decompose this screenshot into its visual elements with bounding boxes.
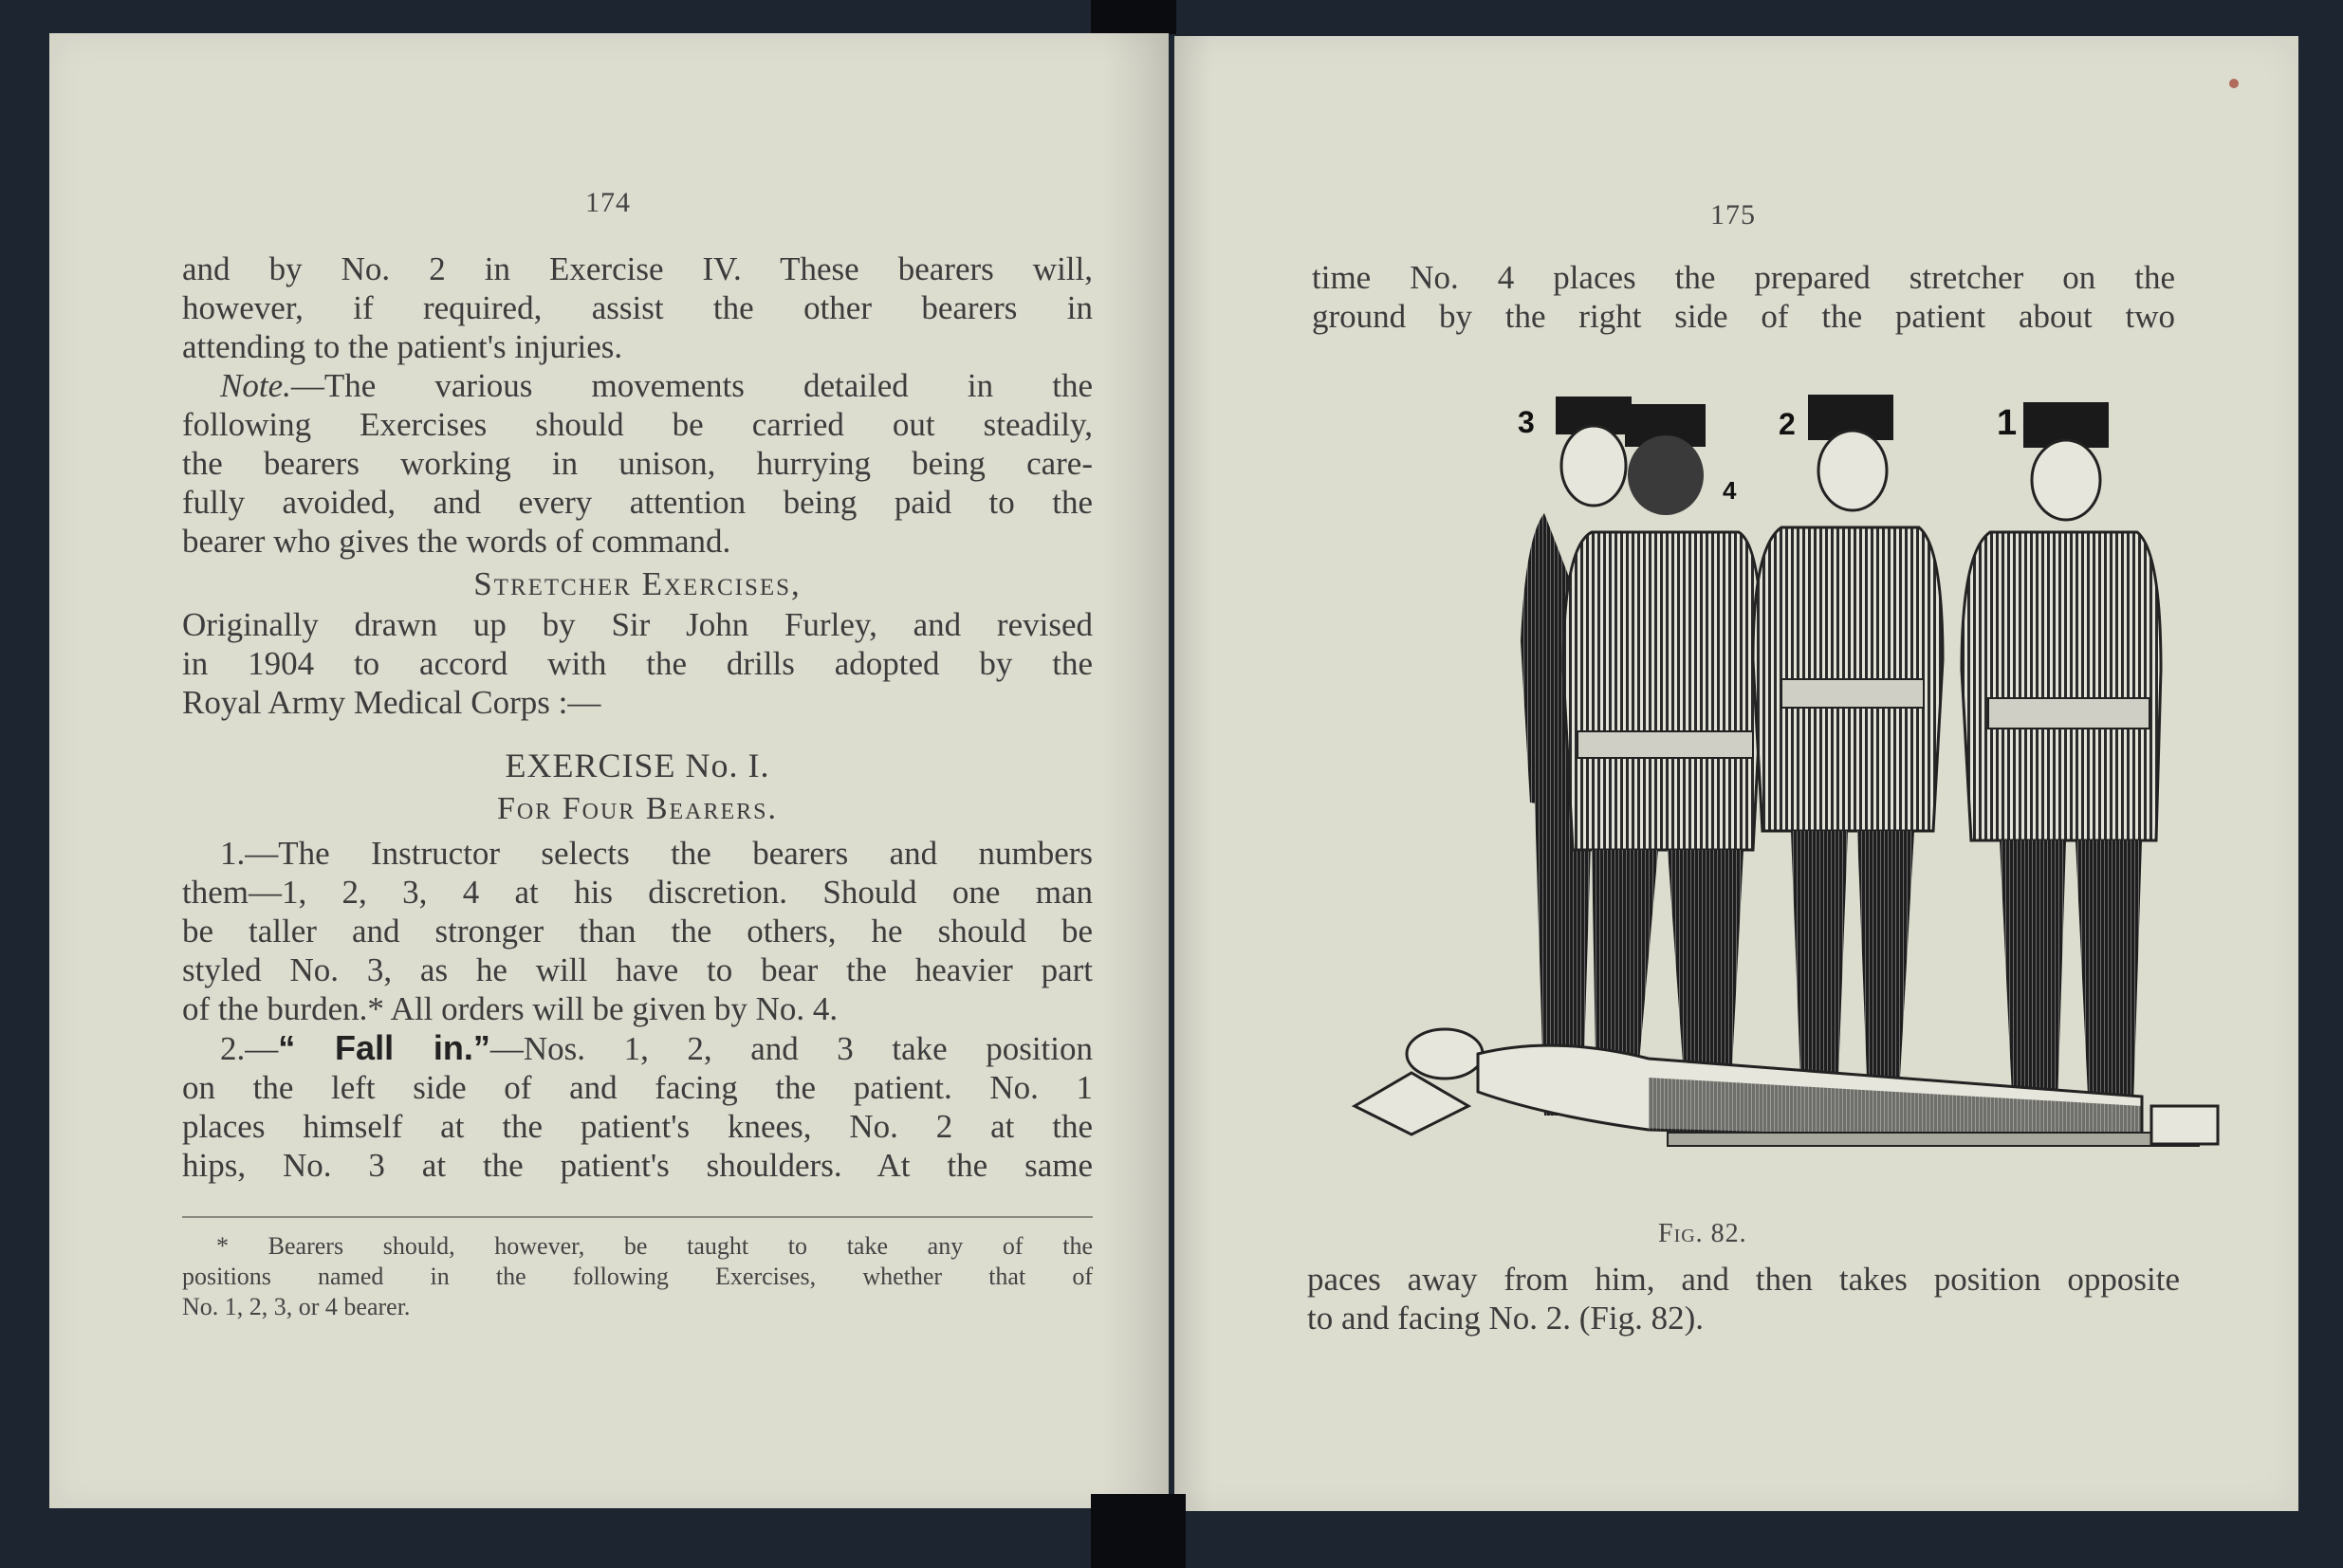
para2-prefix: 2.— bbox=[220, 1030, 279, 1067]
footnote-line: * Bearers should, however, be taught to take any of the bbox=[216, 1232, 1093, 1260]
text-line: the bearers working in unison, hurrying being care- bbox=[182, 445, 1093, 482]
gutter-shadow bbox=[1174, 36, 1212, 1511]
text-line: 1.—The Instructor selects the bearers and numbers bbox=[220, 835, 1093, 872]
text-line: in 1904 to accord with the drills adopted by the bbox=[182, 645, 1093, 682]
bearer-4 bbox=[1563, 404, 1762, 1120]
left-page bbox=[49, 33, 1169, 1508]
figure-caption: Fig. 82. bbox=[1658, 1219, 1747, 1248]
spine-top bbox=[1091, 0, 1176, 34]
bearer-1 bbox=[1962, 402, 2161, 1134]
text-line: Royal Army Medical Corps :— bbox=[182, 684, 601, 721]
bearers-illustration bbox=[1307, 357, 2343, 1258]
figure-label: 3 bbox=[1518, 405, 1535, 439]
footnote-line: No. 1, 2, 3, or 4 bearer. bbox=[182, 1293, 411, 1320]
para2-first-line bbox=[182, 1028, 1093, 1068]
spine-bottom bbox=[1091, 1494, 1186, 1568]
page-number: 175 bbox=[1710, 199, 1756, 231]
text-line: hips, No. 3 at the patient's shoulders. At the same bbox=[182, 1147, 1093, 1184]
text-line: styled No. 3, as he will have to bear the heavier part bbox=[182, 951, 1093, 988]
page-number: 174 bbox=[585, 187, 631, 218]
text-line: them—1, 2, 3, 4 at his discretion. Should one man bbox=[182, 874, 1093, 911]
footnote-rule bbox=[182, 1216, 1093, 1218]
note-line bbox=[182, 366, 1093, 405]
figure-label: 1 bbox=[1997, 403, 2018, 443]
left-text-block bbox=[182, 249, 1093, 1185]
footnote bbox=[182, 1231, 1093, 1322]
note-label: Note. bbox=[220, 367, 291, 404]
note-text: —The various movements detailed in the bbox=[290, 367, 1093, 404]
text-line: and by No. 2 in Exercise IV. These bearers will, bbox=[182, 250, 1093, 287]
text-line: bearer who gives the words of command. bbox=[182, 523, 731, 560]
text-line: be taller and stronger than the others, he should be bbox=[182, 913, 1093, 950]
text-line: time No. 4 places the prepared stretcher on the bbox=[1312, 259, 2175, 296]
text-line: Originally drawn up by Sir John Furley, and revised bbox=[182, 606, 1093, 643]
para2-first-rest: —Nos. 1, 2, and 3 take position bbox=[489, 1030, 1093, 1067]
exercise-heading: EXERCISE No. I. bbox=[505, 747, 770, 784]
text-line: of the burden.* All orders will be given by No. 4. bbox=[182, 990, 839, 1027]
figure-label: 4 bbox=[1723, 476, 1737, 505]
gutter-shadow bbox=[1102, 33, 1169, 1508]
right-page bbox=[1174, 36, 2298, 1511]
right-bottom-text bbox=[1307, 1260, 2180, 1337]
text-line: however, if required, assist the other bearers in bbox=[182, 289, 1093, 326]
figure-label: 2 bbox=[1779, 407, 1796, 441]
footnote-line: positions named in the following Exercises, whether that of bbox=[182, 1263, 1093, 1290]
stain-mark bbox=[2229, 79, 2239, 88]
text-line: places himself at the patient's knees, No. 2 at the bbox=[182, 1108, 1093, 1145]
right-top-text bbox=[1312, 258, 2175, 336]
text-line: attending to the patient's injuries. bbox=[182, 328, 623, 365]
text-line: on the left side of and facing the patient. No. 1 bbox=[182, 1069, 1093, 1106]
fall-in-command: “ Fall in.” bbox=[278, 1028, 490, 1067]
text-line: fully avoided, and every attention being paid to the bbox=[182, 484, 1093, 521]
section-heading: Stretcher Exercises, bbox=[473, 565, 802, 602]
text-line: ground by the right side of the patient about two bbox=[1312, 298, 2175, 335]
text-line: to and facing No. 2. (Fig. 82). bbox=[1307, 1300, 1704, 1337]
text-line: following Exercises should be carried out steadily, bbox=[182, 406, 1093, 443]
exercise-subheading: For Four Bearers. bbox=[496, 791, 779, 826]
text-line: paces away from him, and then takes position opposite bbox=[1307, 1261, 2180, 1298]
bearer-2 bbox=[1753, 395, 1943, 1078]
